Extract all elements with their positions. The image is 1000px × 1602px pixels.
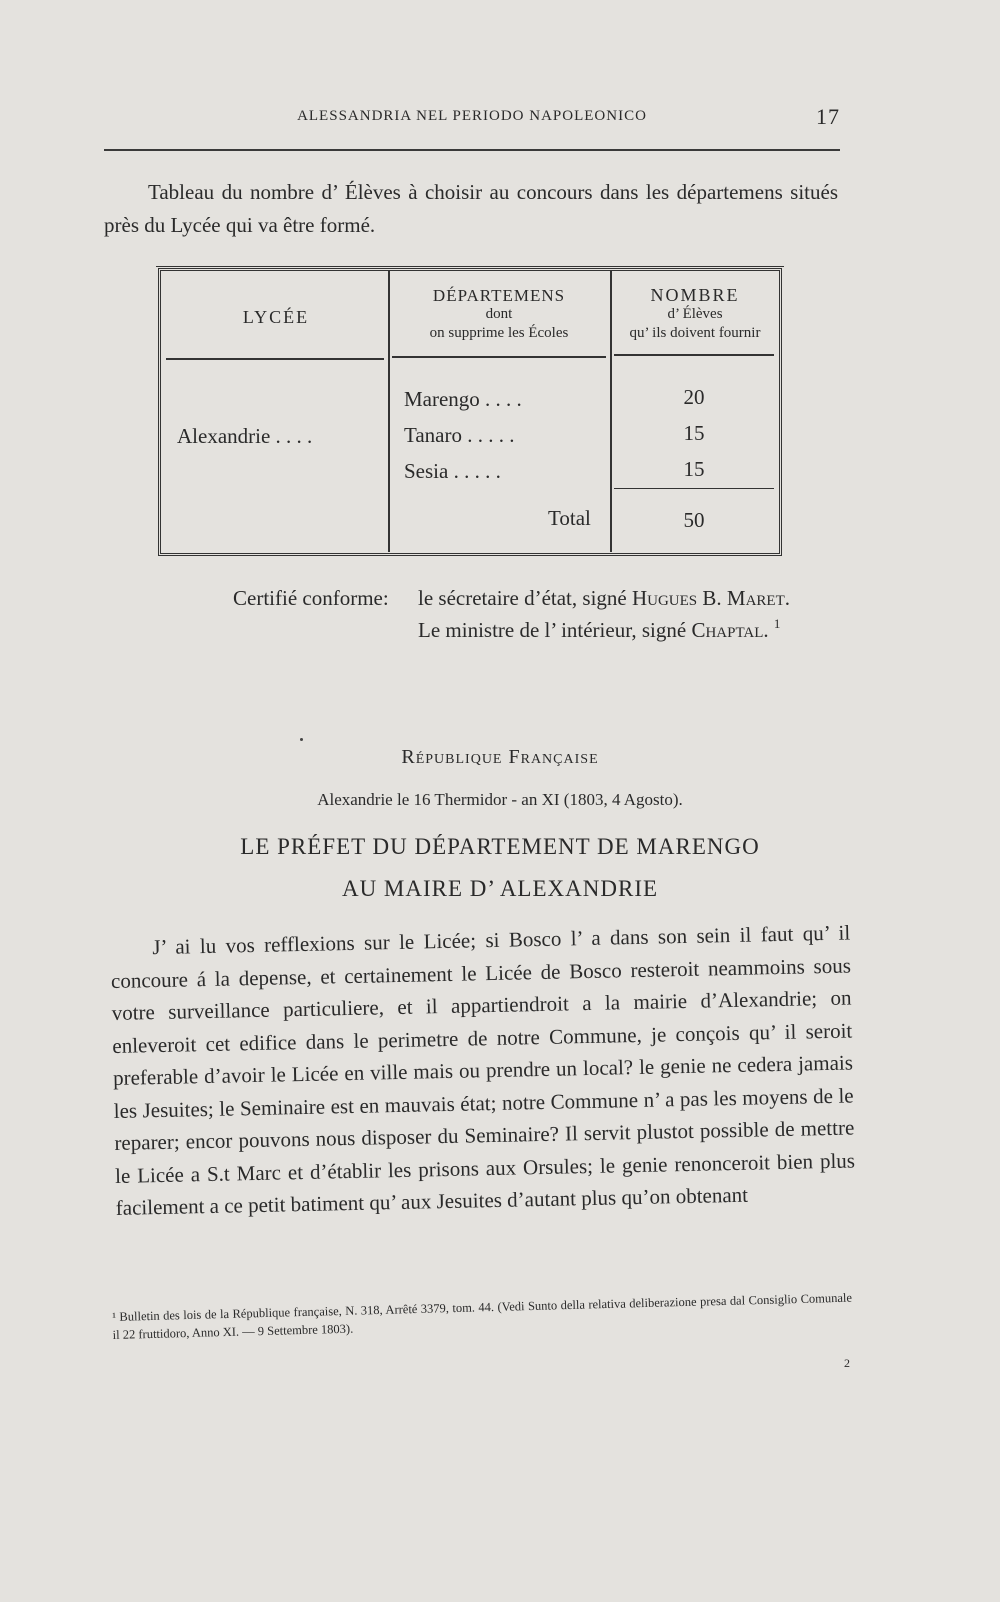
certification-secretary-text: le sécretaire d’état, signé — [418, 586, 632, 610]
page-number: 17 — [816, 104, 840, 129]
header-nombre-line2: d’ Élèves — [667, 306, 723, 322]
certification-secretary — [418, 586, 790, 611]
nombre-cell: 15 — [683, 421, 705, 445]
certification-label: Certifié conforme: — [233, 586, 389, 610]
certification-minister-text: Le ministre de l’ intérieur, signé — [418, 618, 692, 642]
letter-title-line2: AU MAIRE D’ ALEXANDRIE — [341, 876, 659, 901]
footnote: ¹ Bulletin des lois de la République française, N. 318, Arrêté 3379, tom. 44. (Vedi Sunto della relativa deliberazione presa dal Consiglio Comunale il 22 fruttidoro, Anno XI. — 9 Settembre 1803). — [112, 1290, 853, 1342]
total-value: 50 — [683, 508, 705, 532]
header-nombre-line1: NOMBRE — [650, 285, 740, 305]
letter-paragraph: J’ ai lu vos refflexions sur le Licée; si Bosco l’ a dans son sein il faut qu’ il concoure á la depense, et certainement le Licée de Bosco resteroit neammoins sous votre surveillance particuliere, et il appartiendroit a la mairie d’Alexandrie; on enleveroit cet edifice dans le perimetre de notre Commune, je conçois qu’ il seroit preferable d’avoir le Licée en ville mais ou prendre un local? le genie ne cedera jamais les Jesuites; le Seminaire est en mauvais état; notre Commune n’ a pas les moyens de le reparer; encor pouvons nous disposer du Seminaire? Il servit plustot possible de mettre le Licée a S.t Marc et d’établir les prisons aux Orsules; le genie renonceroit bien plus facilement a ce petit batiment qu’ aux Jesuites d’autant plus qu’on obtenant — [110, 920, 856, 1220]
print-speck — [300, 738, 303, 741]
header-departemens — [392, 286, 606, 343]
certification-minister-name: Chaptal. — [691, 618, 769, 642]
header-rule — [104, 149, 840, 151]
letter-body — [110, 917, 856, 1225]
nombre-cell: 20 — [683, 385, 705, 409]
table-top-rule — [156, 266, 784, 267]
letter-title-line1: LE PRÉFET DU DÉPARTEMENT DE MARENGO — [240, 834, 760, 859]
letter-dateline: Alexandrie le 16 Thermidor - an XI (1803, 4 Agosto). — [317, 790, 683, 809]
republique-heading: République Française — [401, 746, 599, 768]
header-departemens-line2: dont — [485, 306, 513, 322]
departement-cell: Sesia . . . . . — [404, 459, 501, 483]
header-lycee-label: LYCÉE — [242, 307, 310, 327]
header-departemens-line1: DÉPARTEMENS — [432, 286, 566, 305]
nombre-cell: 15 — [683, 457, 705, 481]
table-header-rule — [166, 358, 384, 360]
departement-cell: Marengo . . . . — [404, 387, 522, 411]
certification-minister — [418, 618, 780, 643]
header-nombre — [612, 286, 778, 343]
lycee-cell: Alexandrie . . . . — [177, 424, 313, 448]
footnote-reference: 1 — [773, 616, 781, 631]
header-departemens-line3: on supprime les Écoles — [429, 325, 569, 341]
total-label: Total — [548, 506, 591, 530]
table-header-rule — [614, 354, 774, 356]
certification-secretary-name: Hugues B. Maret. — [631, 586, 790, 610]
header-nombre-line3: qu’ ils doivent fournir — [629, 325, 761, 341]
departement-cell: Tanaro . . . . . — [404, 423, 515, 447]
table-total-rule — [614, 488, 774, 489]
table-header-rule — [392, 356, 606, 358]
header-lycee — [168, 308, 384, 327]
signature-mark: 2 — [844, 1356, 850, 1370]
running-title: ALESSANDRIA NEL PERIODO NAPOLEONICO — [297, 108, 647, 124]
intro-paragraph: Tableau du nombre d’ Élèves à choisir au concours dans les départemens situés près du Lycée qui va être formé. — [104, 180, 838, 237]
table-column-divider — [388, 270, 390, 552]
